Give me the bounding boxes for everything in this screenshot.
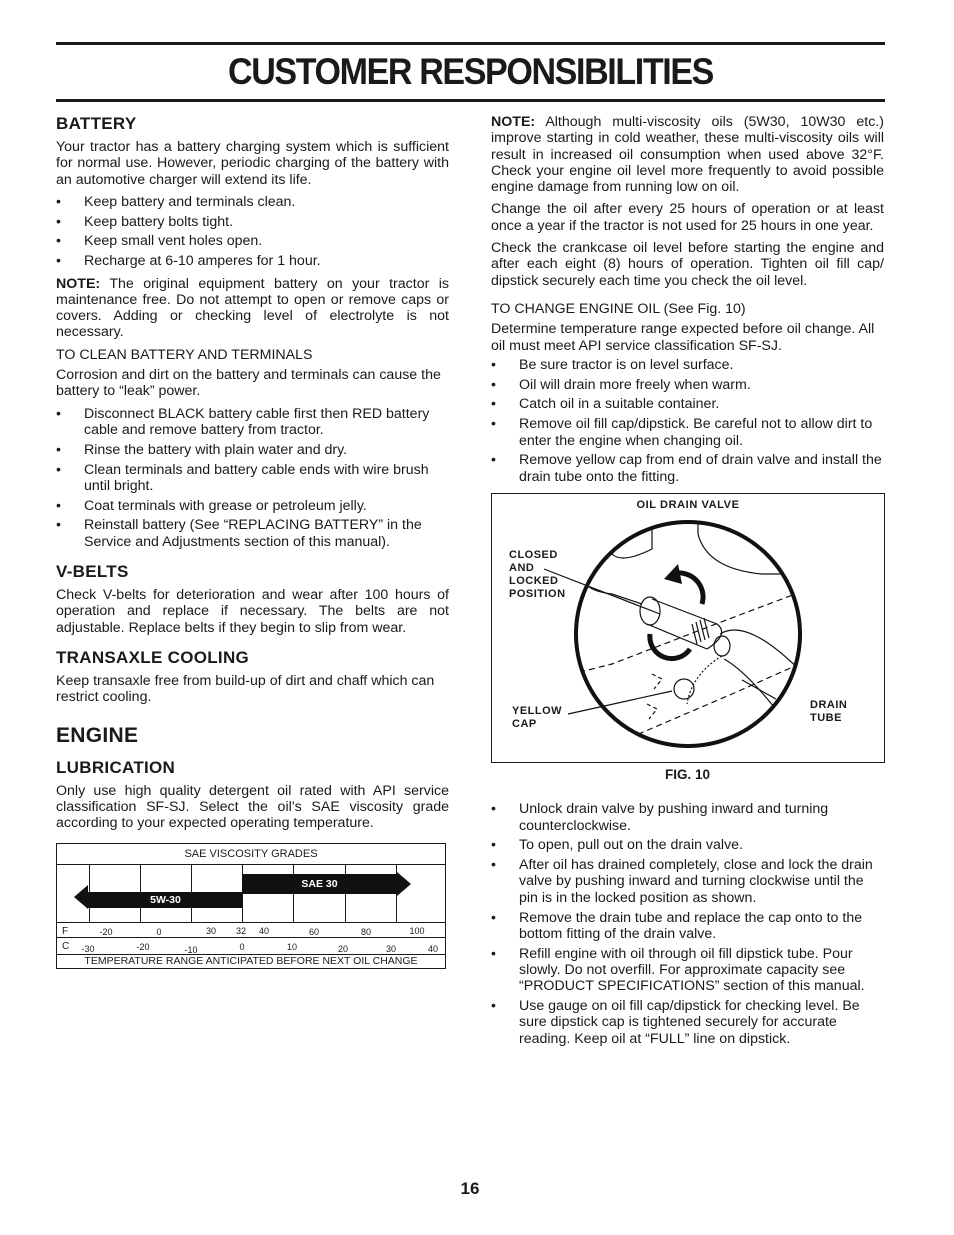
celsius-row xyxy=(57,938,445,955)
list-item: • Reinstall battery (See “REPLACING BATTERY” in the Service and Adjustments section of this manual). xyxy=(56,517,449,550)
tick-label: 0 xyxy=(156,927,162,938)
list-item: • Unlock drain valve by pushing inward and turning counterclockwise. xyxy=(491,801,884,834)
tick-label: 60 xyxy=(308,927,320,938)
battery-note xyxy=(56,276,449,341)
tick-label: 0 xyxy=(239,942,245,953)
list-item: • Keep battery bolts tight. xyxy=(56,214,449,230)
left-column xyxy=(56,114,449,969)
fahrenheit-row xyxy=(57,923,445,938)
label-closed-locked xyxy=(509,549,566,601)
clean-battery-bullets xyxy=(56,406,449,550)
figure-title: OIL DRAIN VALVE xyxy=(636,498,740,511)
label-line: YELLOW xyxy=(512,704,563,717)
drain-bullets xyxy=(491,801,884,1047)
chart-title: SAE VISCOSITY GRADES xyxy=(57,844,445,865)
chart-grid xyxy=(57,865,445,923)
oil-drain-valve-figure xyxy=(491,493,885,763)
list-item: • Refill engine with oil through oil fill dipstick tube. Pour slowly. Do not overfill. For approximate capacity see “PRODUCT SPECIFICATIONS” section of this manual. xyxy=(491,946,884,995)
label-line: AND xyxy=(509,561,535,574)
list-item: • Use gauge on oil fill cap/dipstick for checking level. Be sure dipstick cap is tightened securely for accurate reading. Keep oil at “FULL” line on dipstick. xyxy=(491,998,884,1047)
tick-label: 80 xyxy=(360,927,372,938)
vbelts-heading: V-BELTS xyxy=(56,562,129,582)
change-oil-bullets xyxy=(491,357,884,485)
engine-heading: ENGINE xyxy=(56,723,139,747)
list-item: • After oil has drained completely, close and lock the drain valve by pushing inward and turning clockwise until the pin is in the locked position as shown. xyxy=(491,857,884,906)
tick-label: 40 xyxy=(427,944,439,955)
list-item: • Coat terminals with grease or petroleum jelly. xyxy=(56,498,449,514)
label-yellow-cap xyxy=(512,705,562,731)
lubrication-text: Only use high quality detergent oil rated with API service classification SF-SJ. Select the oil’s SAE viscosity grade according to your expected operating temperature. xyxy=(56,782,449,832)
label-line: POSITION xyxy=(509,587,566,600)
tick-label: 30 xyxy=(385,944,397,955)
fahrenheit-label: F xyxy=(62,926,69,938)
page-title: CUSTOMER RESPONSIBILITIES xyxy=(227,51,713,92)
note-label: NOTE: xyxy=(491,114,536,130)
tick-label: -20 xyxy=(99,927,113,938)
oil-check-level: Check the crankcase oil level before starting the engine and after each eight (8) hours of operation. Tighten oil fill cap/ dipstick securely each time you check the oil level. xyxy=(491,240,884,289)
label-line: CLOSED xyxy=(509,548,558,561)
viscosity-chart xyxy=(56,843,446,969)
label-drain-tube xyxy=(810,699,847,725)
list-item: • Keep battery and terminals clean. xyxy=(56,194,449,210)
list-item: • Clean terminals and battery cable ends with wire brush until bright. xyxy=(56,462,449,495)
list-item: • To open, pull out on the drain valve. xyxy=(491,837,884,853)
tick-label: 30 xyxy=(205,926,217,937)
list-item: • Recharge at 6-10 amperes for 1 hour. xyxy=(56,253,449,269)
lubrication-heading: LUBRICATION xyxy=(56,757,176,777)
arrow-right-icon xyxy=(397,872,411,896)
transaxle-text: Keep transaxle free from build-up of dirt and chaff which can restrict cooling. xyxy=(56,672,435,706)
oil-change-interval: Change the oil after every 25 hours of operation or at least once a year if the tractor is not used for 25 hours in one year. xyxy=(491,201,884,234)
list-item: • Remove the drain tube and replace the cap onto to the bottom fitting of the drain valve. xyxy=(491,910,884,943)
note-text: The original equipment battery on your tractor is maintenance free. Do not attempt to open or remove caps or covers. Adding or checking level of electrolyte is not necessary. xyxy=(56,275,449,341)
battery-section xyxy=(56,114,449,550)
tick-label: 100 xyxy=(409,926,425,937)
grade-sae30-bar: SAE 30 xyxy=(242,874,397,894)
list-item: • Remove yellow cap from end of drain valve and install the drain tube onto the fitting. xyxy=(491,452,884,485)
grade-5w30-bar: 5W-30 xyxy=(88,892,243,908)
right-column xyxy=(491,114,884,1053)
battery-heading: BATTERY xyxy=(56,114,137,133)
note-text: Although multi-viscosity oils (5W30, 10W30 etc.) improve starting in cold weather, these multi-viscosity oils will result in increased oil consumption when used above 32°F. Check your engine oil level more frequently to avoid possible engine damage from running low on oil. xyxy=(491,114,884,196)
chart-xlabel: TEMPERATURE RANGE ANTICIPATED BEFORE NEXT OIL CHANGE xyxy=(84,955,418,968)
engine-section xyxy=(56,724,449,970)
clean-battery-intro: Corrosion and dirt on the battery and terminals can cause the battery to “leak” power. xyxy=(56,367,441,400)
oil-note xyxy=(491,114,884,195)
change-oil-heading: TO CHANGE ENGINE OIL (See Fig. 10) xyxy=(491,300,746,317)
list-item: • Catch oil in a suitable container. xyxy=(491,396,884,412)
vbelts-section xyxy=(56,562,449,636)
celsius-label: C xyxy=(62,941,70,953)
list-item: • Remove oil fill cap/dipstick. Be careful not to allow dirt to enter the engine when changing oil. xyxy=(491,416,884,449)
battery-intro: Your tractor has a battery charging system which is sufficient for normal use. However, periodic charging of the battery with an automotive charger will extend its life. xyxy=(56,139,449,188)
note-label: NOTE: xyxy=(56,275,101,292)
label-line: DRAIN xyxy=(810,698,848,711)
list-item: • Be sure tractor is on level surface. xyxy=(491,357,884,373)
tick-label: -20 xyxy=(136,942,150,953)
list-item: • Rinse the battery with plain water and dry. xyxy=(56,442,449,458)
list-item: • Oil will drain more freely when warm. xyxy=(491,377,884,393)
label-line: TUBE xyxy=(810,711,842,724)
tick-label: -10 xyxy=(184,945,198,956)
clean-battery-heading: TO CLEAN BATTERY AND TERMINALS xyxy=(56,346,313,363)
figure-caption: FIG. 10 xyxy=(664,766,710,782)
battery-bullets xyxy=(56,194,449,270)
tick-label: 10 xyxy=(286,942,298,953)
change-oil-intro: Determine temperature range expected before oil change. All oil must meet API service classification SF-SJ. xyxy=(491,321,875,354)
header-rule-bottom xyxy=(56,99,885,102)
vbelts-text: Check V-belts for deterioration and wear after 100 hours of operation and replace if necessary. The belts are not adjustable. Replace belts if they begin to slip from wear. xyxy=(56,587,449,636)
transaxle-heading: TRANSAXLE COOLING xyxy=(56,647,250,667)
transaxle-section xyxy=(56,648,449,706)
label-line: CAP xyxy=(512,717,537,730)
arrow-left-icon xyxy=(74,885,88,909)
header-rule-top xyxy=(56,42,885,45)
list-item: • Keep small vent holes open. xyxy=(56,233,449,249)
tick-label: 20 xyxy=(337,944,349,955)
label-line: LOCKED xyxy=(509,574,559,587)
list-item: • Disconnect BLACK battery cable first then RED battery cable and remove battery from tractor. xyxy=(56,406,449,439)
tick-label: -30 xyxy=(81,944,95,955)
tick-label: 40 xyxy=(258,926,270,937)
page-number: 16 xyxy=(460,1179,480,1198)
tick-label: 32 xyxy=(235,926,247,937)
